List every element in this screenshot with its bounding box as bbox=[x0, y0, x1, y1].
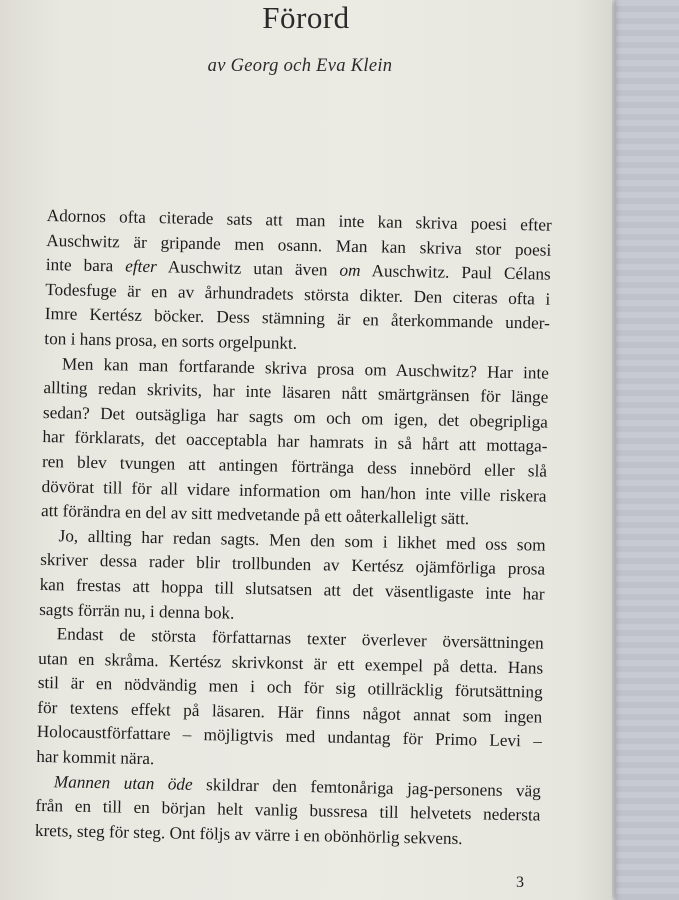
italic-text: Mannen utan öde bbox=[53, 771, 193, 794]
text-run: har kommit nära. bbox=[36, 746, 155, 769]
text-run: inte bara bbox=[45, 255, 126, 276]
chapter-byline: av Georg och Eva Klein bbox=[207, 56, 393, 76]
text-run: Imre Kertész böcker. Dess stämning är en återkommande under- bbox=[44, 304, 550, 334]
text-run: Auschwitz är gripande men osann. Man kan skriva stor poesi bbox=[46, 230, 552, 260]
text-run: för textens effekt på läsaren. Här finns något annat som ingen bbox=[37, 697, 543, 727]
italic-text: om bbox=[339, 260, 361, 281]
paragraph bbox=[41, 352, 549, 534]
text-run: sedan? Det outsägliga har sagts om och om igen, det obegripliga bbox=[42, 402, 549, 432]
text-run: Todesfuge är en av århundradets största dikter. Den citeras ofta i bbox=[45, 279, 551, 309]
text-run: dövörat till för all vidare information om han/hon inte ville riskera bbox=[41, 476, 547, 506]
text-run: Auschwitz. Paul Célans bbox=[360, 261, 551, 284]
text-run: ren blev tvungen att antingen förtränga dess innebörd eller slå bbox=[41, 451, 548, 481]
text-run: att förändra en del av sitt medvetande på ett oåterkalleligt sätt. bbox=[40, 501, 470, 529]
text-run: Endast de största författarnas texter överlever översättningen bbox=[56, 624, 544, 653]
text-run: ton i hans prosa, en sorts orgelpunkt. bbox=[44, 328, 298, 353]
text-run: Auschwitz utan även bbox=[156, 257, 340, 280]
paragraph bbox=[35, 770, 541, 853]
text-run: utan en skråma. Kertész skrivkonst är ett exempel på detta. Hans bbox=[38, 648, 544, 678]
chapter-title: Förord bbox=[262, 0, 350, 35]
text-run: allting redan skrivits, har inte läsaren nått smärtgränsen för länge bbox=[43, 378, 549, 407]
paragraph bbox=[39, 524, 546, 632]
text-run: krets, steg för steg. Ont följs av värre i en obönhörlig sekvens. bbox=[34, 820, 463, 848]
text-run: kan frestas att hoppa till slutsatsen att det väsentligaste inte har bbox=[39, 574, 545, 604]
text-run: Holocaustförfattare – möjligtvis med undantag för Primo Levi – bbox=[36, 722, 542, 752]
body-text bbox=[35, 204, 552, 853]
page-number: 3 bbox=[516, 874, 524, 891]
text-run: har förklarats, det oacceptabla har hamrats in så hårt att mottaga- bbox=[42, 427, 548, 456]
text-run: skildrar den femtonåriga jag-personens väg bbox=[192, 774, 542, 801]
text-run: Men kan man fortfarande skriva prosa om Auschwitz? Har inte bbox=[61, 353, 550, 383]
italic-text: efter bbox=[125, 256, 157, 277]
text-run: stil är en nödvändig men i och för sig otillräcklig förutsättning bbox=[37, 673, 543, 702]
paragraph bbox=[44, 204, 552, 361]
text-run: Adornos ofta citerade sats att man inte kan skriva poesi efter bbox=[46, 205, 552, 235]
text-run: från en till en början helt vanlig bussresa till helvetets nedersta bbox=[35, 796, 541, 825]
paragraph bbox=[36, 622, 544, 779]
text-run: skriver dessa rader blir trollbunden av Kertész ojämförliga prosa bbox=[39, 550, 546, 579]
text-run: Jo, allting har redan sagts. Men den som i likhet med oss som bbox=[58, 526, 546, 555]
text-run: sagts förrän nu, i denna bok. bbox=[39, 599, 235, 623]
